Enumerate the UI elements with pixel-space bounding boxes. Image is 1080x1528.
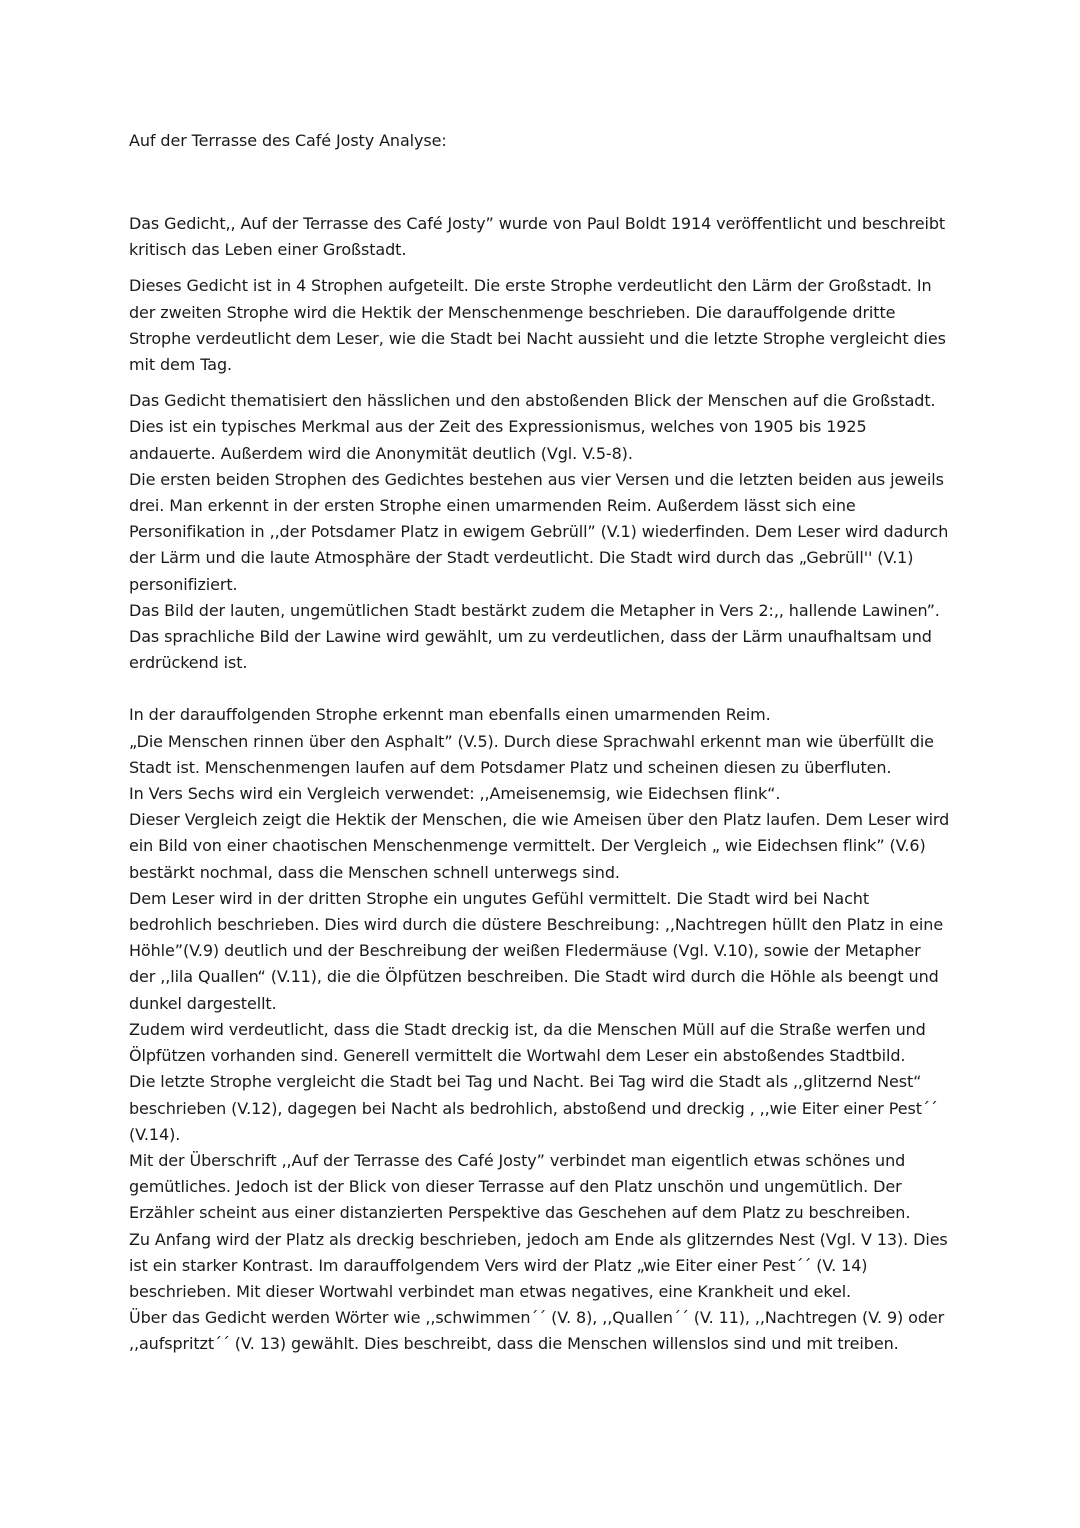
- paragraph-last-stanza: Die letzte Strophe vergleicht die Stadt bei Tag und Nacht. Bei Tag wird die Stadt als ,,glitzernd Nest“ beschrieben (V.12), dagegen bei Nacht als bedrohlich, abstoßend und dreckig , ,,wie Eiter einer Pest´´ (V.14).: [129, 1072, 938, 1144]
- spacer: [129, 154, 951, 211]
- paragraph-third-stanza: Dem Leser wird in der dritten Strophe ein ungutes Gefühl vermittelt. Die Stadt wird bei Nacht bedrohlich beschrieben. Dies wird durch die düstere Beschreibung: ,,Nachtregen hüllt den Platz in eine Höhle”(V.9) deutlich und der Beschreibung der weißen Fledermäuse (Vgl. V.10), sowie der Metapher der ,,lila Quallen“ (V.11), die die Ölpfützen beschreiben. Die Stadt wird durch die Höhle als beengt und dunkel dargestellt.: [129, 888, 944, 1013]
- paragraph-metaphor: Das Bild der lauten, ungemütlichen Stadt bestärkt zudem die Metapher in Vers 2:,, hallende Lawinen”. Das sprachliche Bild der Lawine wird gewählt, um zu verdeutlichen, dass der Lärm unaufhaltsam und erdrückend ist.: [129, 600, 940, 673]
- paragraph-asphalt: „Die Menschen rinnen über den Asphalt” (V.5). Durch diese Sprachwahl erkennt man wie überfüllt die Stadt ist. Menschenmengen laufen auf dem Potsdamer Platz und scheinen diesen zu überfluten.: [129, 731, 934, 777]
- paragraph-heading-meaning: Mit der Überschrift ,,Auf der Terrasse des Café Josty” verbindet man eigentlich etwas schönes und gemütliches. Jedoch ist der Blick von dieser Terrasse auf den Platz unschön und ungemütlich. Der Erzähler scheint aus einer distanzierten Perspektive das Geschehen auf dem Platz zu beschreiben.: [129, 1150, 911, 1223]
- paragraph-first-stanza: Die ersten beiden Strophen des Gedichtes bestehen aus vier Versen und die letzten beiden aus jeweils drei. Man erkennt in der ersten Strophe einen umarmenden Reim. Außerdem lässt sich eine Personifikation in ,,der Potsdamer Platz in ewigem Gebrüll” (V.1) wiederfinden. Dem Leser wird dadurch der Lärm und die laute Atmosphäre der Stadt verdeutlicht. Die Stadt wird durch das „Gebrüll'' (V.1) personifiziert.: [129, 469, 949, 594]
- paragraph-structure: Dieses Gedicht ist in 4 Strophen aufgeteilt. Die erste Strophe verdeutlicht den Lärm der Großstadt. In der zweiten Strophe wird die Hektik der Menschenmenge beschrieben. Die darauffolgende dritte Strophe verdeutlicht dem Leser, wie die Stadt bei Nacht aussieht und die letzte Strophe vergleicht dies mit dem Tag.: [129, 276, 946, 375]
- document-title: Auf der Terrasse des Café Josty Analyse:: [129, 131, 447, 150]
- paragraph-second-stanza: In der darauffolgenden Strophe erkennt man ebenfalls einen umarmenden Reim.: [129, 705, 771, 725]
- document-page: [129, 128, 951, 1358]
- paragraph-hectic: Dieser Vergleich zeigt die Hektik der Menschen, die wie Ameisen über den Platz laufen. Dem Leser wird ein Bild von einer chaotischen Menschenmenge vermittelt. Der Vergleich „ wie Eidechsen flink” (V.6) bestärkt nochmal, dass die Menschen schnell unterwegs sind.: [129, 810, 950, 882]
- paragraph-dirty: Zudem wird verdeutlicht, dass die Stadt dreckig ist, da die Menschen Müll auf die Straße werfen und Ölpfützen vorhanden sind. Generell vermittelt die Wortwahl dem Leser ein abstoßendes Stadtbild.: [129, 1019, 926, 1066]
- paragraph-contrast: Zu Anfang wird der Platz als dreckig beschrieben, jedoch am Ende als glitzerndes Nest (Vgl. V 13). Dies ist ein starker Kontrast. Im darauffolgendem Vers wird der Platz „wie Eiter einer Pest´´ (V. 14) beschrieben. Mit dieser Wortwahl verbindet man etwas negatives, eine Krankheit und ekel.: [129, 1229, 948, 1301]
- paragraph-intro: Das Gedicht,, Auf der Terrasse des Café Josty” wurde von Paul Boldt 1914 veröffentlicht und beschreibt kritisch das Leben einer Großstadt.: [129, 214, 946, 260]
- paragraph-word-choice: Über das Gedicht werden Wörter wie ,,schwimmen´´ (V. 8), ,,Quallen´´ (V. 11), ,,Nachtregen (V. 9) oder ,,aufspritzt´´ (V. 13) gewählt. Dies beschreibt, dass die Menschen willenslos sind und mit treiben.: [129, 1308, 945, 1354]
- paragraph-comparison: In Vers Sechs wird ein Vergleich verwendet: ,,Ameisenemsig, wie Eidechsen flink“.: [129, 784, 781, 804]
- paragraph-theme: Das Gedicht thematisiert den hässlichen und den abstoßenden Blick der Menschen auf die Großstadt. Dies ist ein typisches Merkmal aus der Zeit des Expressionismus, welches von 1905 bis 1925 andauerte. Außerdem wird die Anonymität deutlich (Vgl. V.5-8).: [129, 391, 936, 463]
